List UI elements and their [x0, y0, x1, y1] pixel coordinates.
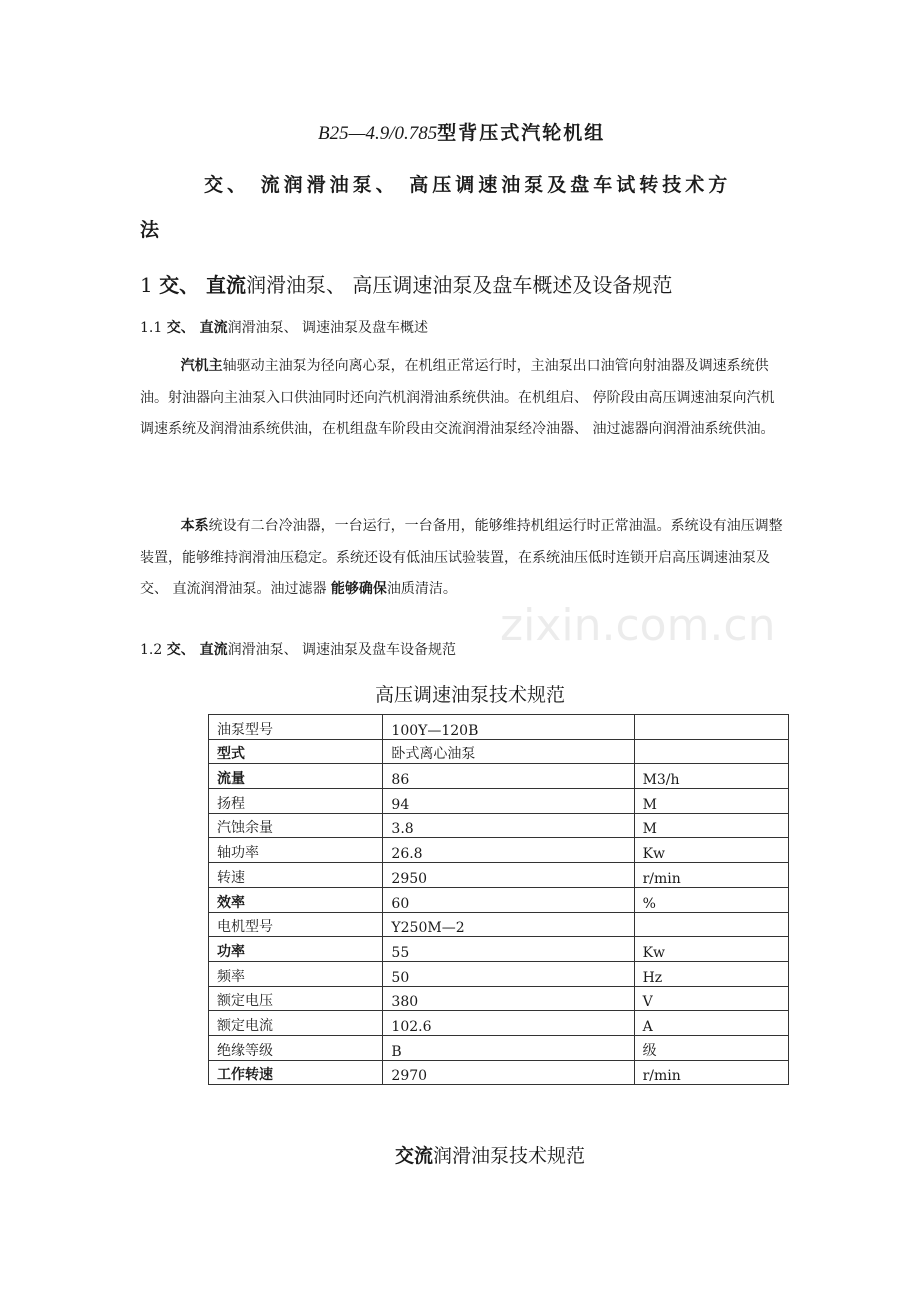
spec-value-cell: 卧式离心油泵	[383, 739, 634, 764]
hp-pump-spec-table-title: 高压调速油泵技术规范	[374, 684, 565, 706]
heading-rest: 润滑油泵、 高压调速油泵及盘车概述及设备规范	[246, 273, 673, 297]
table-title-rest: 润滑油泵技术规范	[433, 1145, 586, 1167]
spec-value-cell: 26.8	[383, 838, 634, 863]
spec-label-cell: 电机型号	[209, 912, 383, 937]
section-number: 1.1	[140, 320, 163, 336]
spec-unit-cell: 级	[634, 1035, 788, 1060]
spec-unit-cell: %	[634, 887, 788, 912]
spec-value-cell: 86	[383, 764, 634, 789]
spec-unit-cell: V	[634, 986, 788, 1011]
spec-label-cell: 额定电流	[209, 1011, 383, 1036]
table-row	[209, 961, 789, 986]
spec-label-cell: 额定电压	[209, 986, 383, 1011]
spec-value-cell: Y250M—2	[383, 912, 634, 937]
spec-unit-cell: A	[634, 1011, 788, 1036]
heading-bold-part: 交、 直流	[166, 320, 228, 336]
spec-value-cell: 55	[383, 937, 634, 962]
spec-value-cell: 2950	[383, 863, 634, 888]
heading-bold-part: 交、 直流	[159, 273, 247, 297]
table-row	[209, 863, 789, 888]
table-row	[209, 813, 789, 838]
spec-value-cell: 380	[383, 986, 634, 1011]
paragraph-body: 轴驱动主油泵为径向离心泵，在机组正常运行时，主油泵出口油管向射油器及调速系统供油。射油器向主油泵入口供油同时还向汽机润滑油系统供油。在机组启、 停阶段由高压调速油泵向汽机调速系统及润滑油系统供油，在机组盘车阶段由交流润滑油泵经冷油器、 油过滤器向润滑油系统供油。	[140, 358, 775, 437]
section-1-heading	[140, 269, 672, 298]
document-title-line-3: 法	[140, 219, 162, 241]
section-1-2-heading	[140, 639, 456, 659]
title-model-desc: 型背压式汽轮机组	[437, 122, 606, 144]
paragraph-lead: 汽机主	[180, 358, 223, 374]
paragraph-body: 统设有二台冷油器，一台运行，一台备用，能够维持机组运行时正常油温。系统设有油压调整装置，能够维持润滑油压稳定。系统还设有低油压试验装置，在系统油压低时连锁开启高压调速油泵及交、 直流润滑油泵。油过滤器	[140, 518, 783, 597]
spec-unit-cell: Hz	[634, 961, 788, 986]
spec-label-cell: 工作转速	[209, 1060, 383, 1085]
spec-value-cell: 60	[383, 887, 634, 912]
spec-label-cell: 效率	[209, 887, 383, 912]
hp-pump-spec-table	[208, 714, 789, 1085]
table-row	[209, 789, 789, 814]
heading-rest: 润滑油泵、 调速油泵及盘车设备规范	[227, 642, 457, 658]
spec-label-cell: 频率	[209, 961, 383, 986]
table-row	[209, 739, 789, 764]
spec-unit-cell: r/min	[634, 863, 788, 888]
table-row	[209, 912, 789, 937]
table-row	[209, 1060, 789, 1085]
spec-unit-cell: r/min	[634, 1060, 788, 1085]
spec-label-cell: 绝缘等级	[209, 1035, 383, 1060]
spec-value-cell: 2970	[383, 1060, 634, 1085]
document-title-line-2: 交、 流润滑油泵、 高压调速油泵及盘车试转技术方	[204, 174, 732, 196]
spec-label-cell: 扬程	[209, 789, 383, 814]
spec-unit-cell: M3/h	[634, 764, 788, 789]
table-row	[209, 1035, 789, 1060]
section-number: 1	[140, 273, 153, 297]
spec-label-cell: 油泵型号	[209, 715, 383, 740]
section-1-1-heading	[140, 317, 428, 337]
spec-unit-cell: M	[634, 789, 788, 814]
paragraph-body-end: 油质清洁。	[386, 581, 457, 597]
watermark: zixin.com.cn	[500, 600, 776, 651]
spec-unit-cell	[634, 739, 788, 764]
spec-label-cell: 功率	[209, 937, 383, 962]
table-row	[209, 986, 789, 1011]
heading-rest: 润滑油泵、 调速油泵及盘车概述	[227, 320, 429, 336]
spec-label-cell: 型式	[209, 739, 383, 764]
spec-label-cell: 汽蚀余量	[209, 813, 383, 838]
paragraph-cooler-system	[140, 511, 786, 606]
spec-value-cell: 3.8	[383, 813, 634, 838]
title-model-number: B25—4.9/0.785	[318, 123, 438, 144]
table-row	[209, 1011, 789, 1036]
paragraph-bold-phrase: 能够确保	[330, 581, 387, 597]
spec-value-cell: 94	[383, 789, 634, 814]
spec-label-cell: 转速	[209, 863, 383, 888]
paragraph-main-oil-pump	[140, 351, 786, 446]
table-row	[209, 887, 789, 912]
ac-pump-spec-table-title	[30, 1141, 920, 1168]
heading-bold-part: 交、 直流	[166, 642, 228, 658]
spec-label-cell: 轴功率	[209, 838, 383, 863]
paragraph-lead: 本系	[180, 518, 209, 534]
spec-value-cell: B	[383, 1035, 634, 1060]
document-title-line-1	[318, 118, 605, 145]
table-row	[209, 764, 789, 789]
table-row	[209, 937, 789, 962]
table-title-bold: 交流	[394, 1145, 433, 1167]
spec-value-cell: 50	[383, 961, 634, 986]
spec-unit-cell: Kw	[634, 937, 788, 962]
spec-value-cell: 102.6	[383, 1011, 634, 1036]
spec-unit-cell	[634, 912, 788, 937]
spec-unit-cell	[634, 715, 788, 740]
spec-label-cell: 流量	[209, 764, 383, 789]
spec-unit-cell: M	[634, 813, 788, 838]
spec-value-cell: 100Y—120B	[383, 715, 634, 740]
table-row	[209, 838, 789, 863]
spec-unit-cell: Kw	[634, 838, 788, 863]
section-number: 1.2	[140, 642, 163, 658]
table-row	[209, 715, 789, 740]
